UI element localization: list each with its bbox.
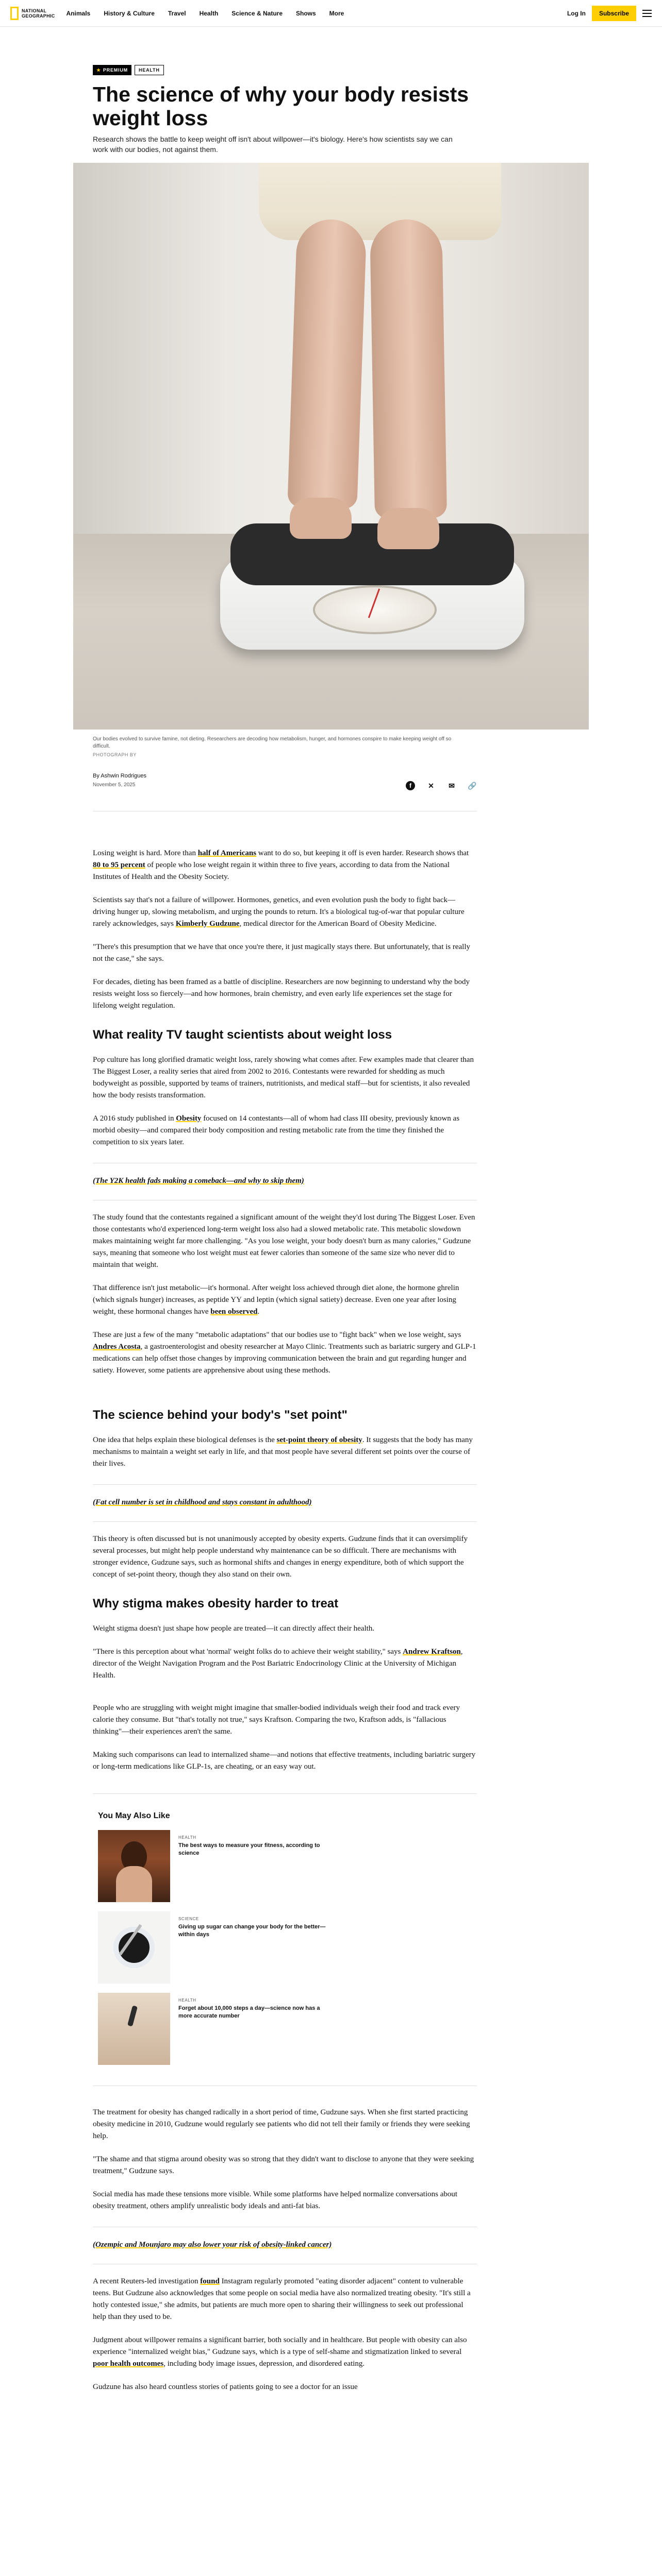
paragraph: A 2016 study published in Obesity focused on 14 contestants—all of whom had class III obesity, previously known as morbid obesity—and compared their body composition and resting metabolic rate from the time they finished the competition to six years later.	[93, 1114, 460, 1146]
section-heading: What reality TV taught scientists about weight loss	[93, 1028, 392, 1042]
paragraph: The treatment for obesity has changed radically in a short period of time, Gudzune says. When she first started practicing obesity medicine in 2010, Gudzune would regularly see patients who did not tell their family or friends they were seeking help.	[93, 2108, 470, 2140]
paragraph: Gudzune has also heard countless stories of patients going to see a doctor for an issue	[93, 2383, 358, 2391]
nav-more[interactable]: More	[329, 9, 344, 17]
paragraph: Scientists say that's not a failure of willpower. Hormones, genetics, and even evolution push the body to fight back—driving hunger up, slowing metabolism, and urging the pounds to return. It's a biological tug-of-war that popular culture rarely acknowledges, says Kimberly Gudzune, medical director for the American Board of Obesity Medicine.	[93, 896, 465, 928]
divider	[93, 1484, 477, 1485]
section-heading: The science behind your body's "set point"	[93, 1408, 347, 1422]
nav-health[interactable]: Health	[199, 9, 219, 17]
inline-link[interactable]: Andres Acosta	[93, 1343, 141, 1351]
paragraph: Social media has made these tensions more visible. While some platforms have helped normalize conversations about obesity treatment, others amplify unrealistic body ideals and anti-fat bias.	[93, 2190, 458, 2210]
email-icon[interactable]: ✉	[449, 781, 455, 790]
inline-link[interactable]: Andrew Kraftson	[403, 1648, 461, 1656]
inline-link[interactable]: found	[200, 2277, 220, 2285]
inline-link[interactable]: poor health outcomes	[93, 2360, 164, 2368]
paragraph: The study found that the contestants regained a significant amount of the weight they'd lost during The Biggest Loser. Even those contestants who'd experienced long-term weight loss also had a slowed metabolic rate. This metabolic slowdown makes maintaining weight far more challenging. "As you lose weight, your body doesn't burn as many calories," Gudzune says, meaning that someone who lost weight must eat fewer calories than someone of the same size who never did to maintain that weight.	[93, 1213, 475, 1269]
hero-left-foot	[290, 498, 352, 539]
related-item[interactable]	[98, 1830, 477, 1902]
related-title: You May Also Like	[98, 1811, 170, 1820]
paragraph: "There's this presumption that we have that once you're there, it just magically stays there. But unfortunately, that is really not the case," she says.	[93, 943, 471, 963]
related-headline[interactable]: Giving up sugar can change your body for the better—within days	[178, 1924, 326, 1938]
image-caption: Our bodies evolved to survive famine, not dieting. Researchers are decoding how metabolism, hunger, and hormones conspire to make keeping weight off so difficult.	[93, 736, 452, 749]
paragraph: This theory is often discussed but is not unanimously accepted by obesity experts. Gudzune finds that it can oversimplify several processes, but might help people understand why maintenance can be so difficult. There are mechanisms with stronger evidence, Gudzune says, such as hormonal shifts and changes in energy expenditure, both of which support the concept of set-point theory, though they also stand on their own.	[93, 1535, 468, 1579]
paragraph: That difference isn't just metabolic—it's hormonal. After weight loss achieved through diet alone, the hormone ghrelin (which signals hunger) increases, as peptide YY and leptin (which signal satiety) decrease. Even one year after losing weight, these hormonal changes have been observed.	[93, 1284, 459, 1316]
facebook-icon[interactable]: f	[406, 781, 415, 790]
paragraph: Making such comparisons can lead to internalized shame—and notions that effective treatments, including bariatric surgery or long-term medications like GLP-1s, are cheating, or an easy way out.	[93, 1751, 476, 1771]
related-kicker: SCIENCE	[178, 1917, 199, 1921]
related-item[interactable]	[98, 1911, 477, 1984]
logo-line1: NATIONAL	[22, 8, 47, 13]
article-body-continued	[93, 2107, 477, 2393]
article	[0, 65, 662, 2393]
nav-shows[interactable]: Shows	[296, 9, 316, 17]
nav-science-nature[interactable]: Science & Nature	[231, 9, 283, 17]
page-title: The science of why your body resists weight loss	[93, 82, 469, 130]
paragraph: These are just a few of the many "metabolic adaptations" that our bodies use to "fight back" when we lose weight, says Andres Acosta, a gastroenterologist and obesity researcher at Mayo Clinic. Treatments such as bariatric surgery and GLP-1 medications can help offset those changes by improving communication between the brain and gut regarding hunger and satiety. However, some patients are apprehensive about using these methods.	[93, 1331, 476, 1375]
paragraph: For decades, dieting has been framed as a battle of discipline. Researchers are now beginning to understand why the body resists weight loss so fiercely—and how hormones, brain chemistry, and even early life experiences set the stage for lifelong weight regulation.	[93, 978, 470, 1010]
related-kicker: HEALTH	[178, 1998, 196, 2003]
paragraph: People who are struggling with weight might imagine that smaller-bodied individuals weigh their food and track every calorie they consume. But "that's totally not true," says Kraftson. Comparing the two, Kraftson adds, is "fallacious thinking"—their experiences aren't the same.	[93, 1704, 460, 1736]
top-nav	[0, 0, 662, 27]
related-articles	[93, 1793, 477, 2086]
related-thumbnail	[98, 1830, 170, 1902]
related-link[interactable]: (Ozempic and Mounjaro may also lower your risk of obesity-linked cancer)	[93, 2241, 332, 2249]
inline-link[interactable]: been observed	[210, 1308, 258, 1316]
paragraph: Losing weight is hard. More than half of Americans want to do so, but keeping it off is even harder. Research shows that 80 to 95 percent of people who lose weight regain it within three to five years, according to data from the National Institutes of Health and the Obesity Society.	[93, 849, 469, 881]
inline-link[interactable]: half of Americans	[197, 849, 257, 857]
nav-travel[interactable]: Travel	[168, 9, 186, 17]
inline-link[interactable]: Obesity	[176, 1114, 202, 1123]
logo-line2: GEOGRAPHIC	[22, 13, 55, 19]
related-headline[interactable]: Forget about 10,000 steps a day—science now has a more accurate number	[178, 2005, 320, 2019]
byline[interactable]: By Ashwin Rodrigues	[93, 773, 146, 779]
nav-actions	[567, 0, 652, 27]
inline-link[interactable]: 80 to 95 percent	[93, 861, 145, 869]
article-badges	[93, 65, 477, 75]
section-badge[interactable]: HEALTH	[135, 65, 164, 75]
hero-right-foot	[377, 508, 439, 549]
nav-history-culture[interactable]: History & Culture	[104, 9, 155, 17]
image-credit: PHOTOGRAPH BY	[93, 752, 137, 757]
related-kicker: HEALTH	[178, 1835, 196, 1840]
premium-badge: ★ PREMIUM	[93, 65, 131, 75]
hero-towel	[259, 163, 501, 240]
paragraph: "The shame and that stigma around obesity was so strong that they didn't want to disclose to anyone that they were seeking treatment," Gudzune says.	[93, 2155, 474, 2175]
nav-links	[67, 10, 344, 17]
paragraph: Judgment about willpower remains a significant barrier, both socially and in healthcare. But people with obesity can also experience "internalized weight bias," Gudzune says, which is a type of self-shame and stigmatization linked to several poor health outcomes, including body image issues, depression, and disordered eating.	[93, 2336, 467, 2368]
paragraph: Pop culture has long glorified dramatic weight loss, rarely showing what comes after. Few examples made that clearer than The Biggest Loser, a reality series that aired from 2002 to 2016. Contestants were rewarded for shedding as much bodyweight as possible, supported by teams of trainers, nutritionists, and medical staff—but for scientists, it also revealed how the body resists transformation.	[93, 1056, 474, 1099]
article-body	[93, 848, 477, 1773]
paragraph: "There is this perception about what 'normal' weight folks do to achieve their weight stability," says Andrew Kraftson, director of the Weight Navigation Program and the Post Bariatric Endocrinology Clinic at the University of Michigan Health.	[93, 1648, 463, 1680]
paragraph: Weight stigma doesn't just shape how people are treated—it can directly affect their health.	[93, 1624, 375, 1633]
divider	[93, 1521, 477, 1522]
related-item[interactable]	[98, 1993, 477, 2065]
logo-frame-icon	[10, 7, 19, 20]
hero-image	[73, 163, 589, 730]
publish-date: November 5, 2025	[93, 782, 136, 788]
link-icon[interactable]: 🔗	[468, 781, 477, 790]
natgeo-logo[interactable]	[10, 7, 55, 20]
hero-scale-top	[230, 523, 514, 585]
share-buttons	[406, 781, 477, 790]
login-link[interactable]: Log In	[567, 10, 586, 17]
section-heading: Why stigma makes obesity harder to treat	[93, 1597, 339, 1611]
related-thumbnail	[98, 1911, 170, 1984]
subscribe-button[interactable]: Subscribe	[592, 6, 636, 21]
x-icon[interactable]: ✕	[428, 781, 434, 790]
hero-right-leg	[370, 219, 447, 519]
inline-link[interactable]: Kimberly Gudzune	[175, 920, 240, 928]
related-link[interactable]: (Fat cell number is set in childhood and stays constant in adulthood)	[93, 1498, 312, 1506]
related-headline[interactable]: The best ways to measure your fitness, according to science	[178, 1842, 320, 1856]
nav-animals[interactable]: Animals	[66, 9, 91, 17]
premium-star-icon: ★	[96, 67, 101, 73]
byline-row	[93, 773, 477, 790]
paragraph: A recent Reuters-led investigation found Instagram regularly promoted "eating disorder adjacent" content to vulnerable teens. But Gudzune also acknowledges that some people on social media have also normalized treating obesity. "It's still a hotly contested issue," she admits, but patients are much more open to sharing their willingness to seek out professional help than they used to be.	[93, 2277, 471, 2321]
hero-left-leg	[287, 218, 367, 509]
hero-scale-dial	[313, 585, 437, 634]
paragraph: One idea that helps explain these biological defenses is the set-point theory of obesity. It suggests that the body has many mechanisms to maintain a weight set early in life, and that most people have several different set points over the course of their lives.	[93, 1436, 473, 1468]
related-link[interactable]: (The Y2K health fads making a comeback—and why to skip them)	[93, 1177, 304, 1185]
article-dek: Research shows the battle to keep weight off isn't about willpower—it's biology. Here's how scientists say we can work with our bodies, not against them.	[93, 135, 453, 154]
related-thumbnail	[98, 1993, 170, 2065]
inline-link[interactable]: set-point theory of obesity	[276, 1436, 362, 1444]
hamburger-menu-icon[interactable]	[642, 10, 652, 17]
